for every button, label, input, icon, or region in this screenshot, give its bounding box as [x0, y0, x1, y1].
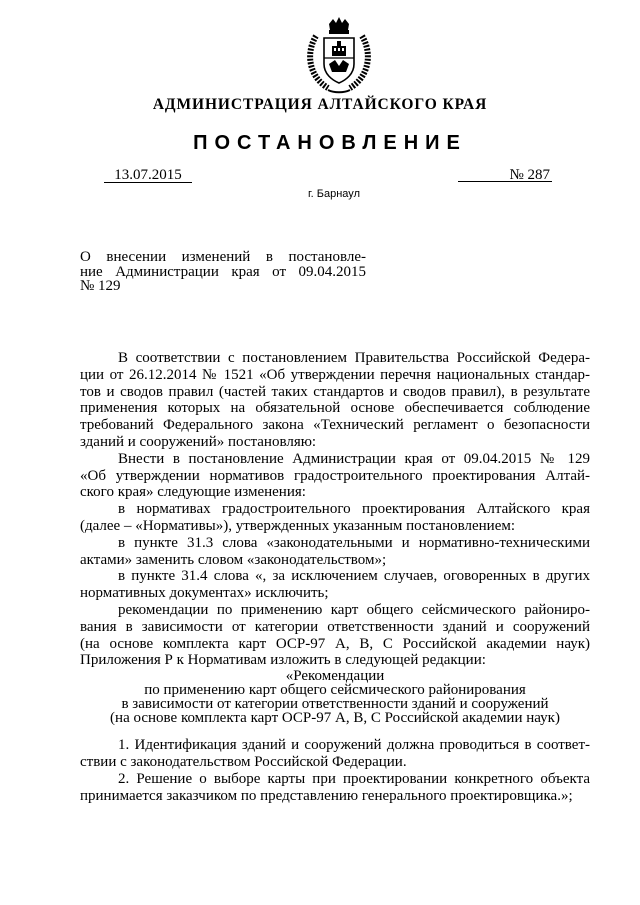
annex-heading	[80, 669, 590, 725]
body-line: в нормативах градостроительного проектирования Алтайского края	[118, 501, 590, 518]
body-line: тов и сводов правил (частей таких стандартов и сводов правил), в результате	[80, 383, 590, 400]
annex-heading-line: по применению карт общего сейсмического районирования	[144, 682, 526, 699]
coat-of-arms-icon	[302, 14, 376, 98]
body-line: применения которых на обязательной основе обеспечивается соблюдение	[80, 400, 590, 417]
annex-heading-line: в зависимости от категории ответственности зданий и сооружений	[121, 696, 549, 713]
body-line: ции от 26.12.2014 № 1521 «Об утверждении перечня национальных стандар-	[80, 366, 590, 383]
body-line: (на основе комплекта карт ОСР-97 А, В, С Российской академии наук)	[80, 635, 590, 652]
body-line: В соответствии с постановлением Правительства Российской Федера-	[118, 350, 590, 366]
document-city: г. Барнаул	[308, 188, 360, 200]
body-line: 2. Решение о выборе карты при проектировании конкретного объекта	[118, 770, 590, 787]
subject-line: ние Администрации края от 09.04.2015	[80, 263, 366, 280]
body-line: актами» заменить словом «законодательством»;	[80, 551, 387, 568]
document-subject	[80, 250, 366, 294]
body-line: зданий и сооружений» постановляю:	[80, 433, 317, 450]
body-line: требований Федерального закона «Технический регламент о безопасности	[80, 417, 590, 434]
organization-name: АДМИНИСТРАЦИЯ АЛТАЙСКОГО КРАЯ	[152, 96, 488, 113]
body-line: «Об утверждении нормативов градостроительного проектирования Алтай-	[80, 467, 590, 484]
body-line: ского края» следующие изменения:	[80, 484, 306, 501]
body-line: (далее – «Нормативы»), утвержденных указанным постановлением:	[80, 517, 516, 534]
body-line: в пункте 31.4 слова «, за исключением случаев, оговоренных в других	[118, 568, 590, 585]
document-number	[458, 168, 552, 182]
annex-heading-line: «Рекомендации	[285, 668, 385, 685]
body-line: ствии с законодательством Российской Федерации.	[80, 753, 407, 770]
body-line: вания в зависимости от категории ответственности зданий и сооружений	[80, 618, 590, 635]
subject-line: № 129	[80, 278, 121, 294]
body-line: принимается заказчиком по представлению генерального проектировщика.»;	[80, 787, 573, 804]
annex-heading-line: (на основе комплекта карт ОСР-97 А, В, С Российской академии наук)	[110, 710, 560, 727]
subject-line: О внесении изменений в постановле-	[80, 249, 366, 265]
body-line: Внести в постановление Администрации края от 09.04.2015 № 129	[118, 450, 590, 467]
document-type-title: ПОСТАНОВЛЕНИЕ	[193, 132, 467, 154]
document-body	[80, 350, 590, 804]
body-line: 1. Идентификация зданий и сооружений должна проводиться в соответ-	[118, 737, 590, 754]
body-line: Приложения Р к Нормативам изложить в следующей редакции:	[80, 652, 486, 669]
document-date	[104, 168, 192, 183]
document-number-value: № 287	[509, 167, 550, 183]
document-date-value: 13.07.2015	[114, 167, 182, 183]
body-line: рекомендации по применению карт общего сейсмического райониро-	[118, 601, 590, 618]
body-line: в пункте 31.3 слова «законодательными и нормативно-техническими	[118, 534, 590, 551]
body-line: нормативных документах» исключить;	[80, 585, 329, 602]
